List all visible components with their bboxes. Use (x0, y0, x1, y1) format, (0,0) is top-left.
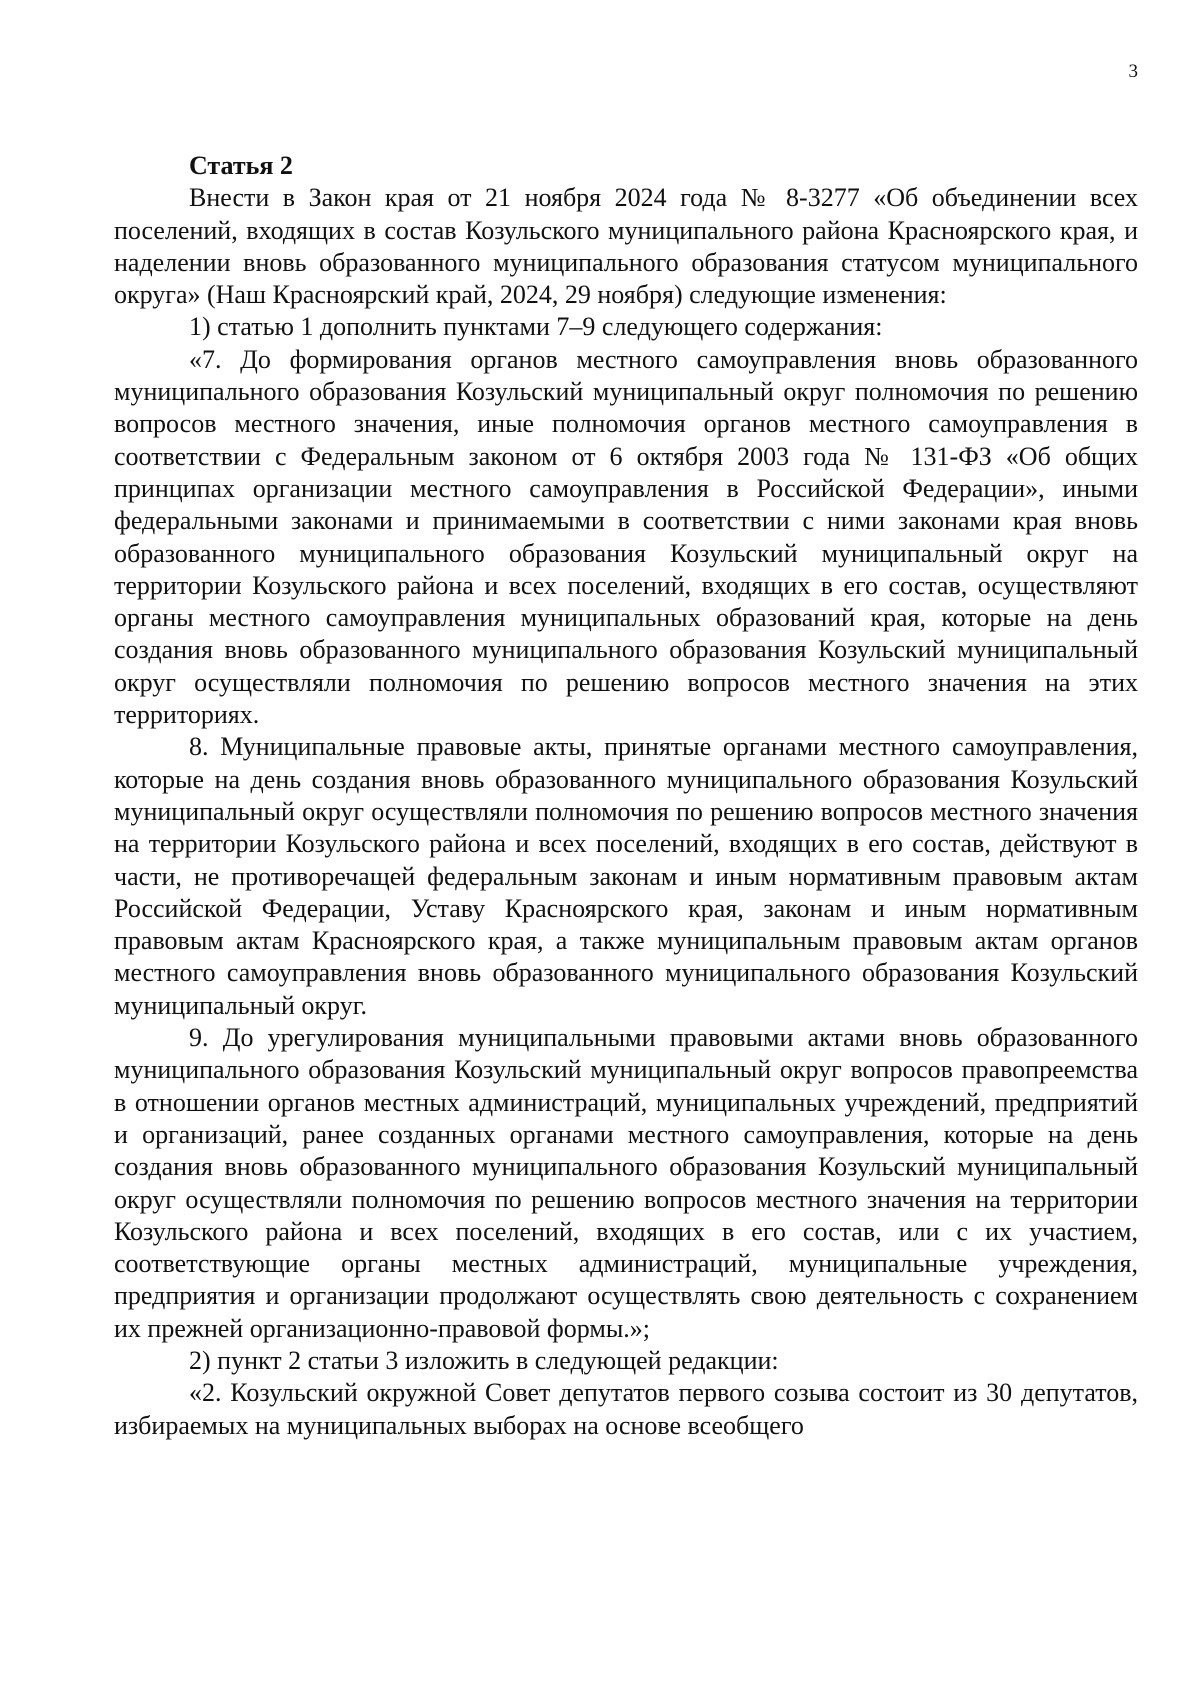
paragraph-intro: Внести в Закон края от 21 ноября 2024 года № 8-3277 «Об объединении всех поселений, входящих в состав Козульского муниципального района Красноярского края, и наделении вновь образованного муниципального образования статусом муниципального округа» (Наш Красноярский край, 2024, 29 ноября) следующие изменения: (114, 183, 1138, 310)
paragraph-item-8: 8. Муниципальные правовые акты, принятые органами местного самоуправления, которые на день создания вновь образованного муниципального образования Козульский муниципальный округ осуществляли полномочия по решению вопросов местного значения на территории Козульского района и всех поселений, входящих в его состав, действуют в части, не противоречащей федеральным законам и иным нормативным правовым актам Российской Федерации, Уставу Красноярского края, законам и иным нормативным правовым актам Красноярского края, а также муниципальным правовым актам органов местного самоуправления вновь образованного муниципального образования Козульский муниципальный округ. (114, 732, 1138, 1020)
paragraph-item-7: «7. До формирования органов местного самоуправления вновь образованного муниципального образования Козульский муниципальный округ полномочия по решению вопросов местного значения, иные полномочия органов местного самоуправления в соответствии с Федеральным законом от 6 октября 2003 года № 131-ФЗ «Об общих принципах организации местного самоуправления в Российской Федерации», иными федеральными законами и принимаемыми в соответствии с ними законами края вновь образованного муниципального образования Козульский муниципальный округ на территории Козульского района и всех поселений, входящих в его состав, осуществляют органы местного самоуправления муниципальных образований края, которые на день создания вновь образованного муниципального образования Козульский муниципальный округ осуществляли полномочия по решению вопросов местного значения на этих территориях. (114, 344, 1138, 730)
paragraph-amendment-2: 2) пункт 2 статьи 3 изложить в следующей редакции: (189, 1345, 779, 1375)
document-body (114, 150, 1138, 1442)
paragraph-item-9: 9. До урегулирования муниципальными правовыми актами вновь образованного муниципального образования Козульский муниципальный округ вопросов правопреемства в отношении органов местных администраций, муниципальных учреждений, предприятий и организаций, ранее созданных органами местного самоуправления, которые на день создания вновь образованного муниципального образования Козульский муниципальный округ осуществляли полномочия по решению вопросов местного значения на территории Козульского района и всех поселений, входящих в его состав, или с их участием, соответствующие органы местных администраций, муниципальные учреждения, предприятия и организации продолжают осуществлять свою деятельность с сохранением их прежней организационно-правовой формы.»; (114, 1023, 1138, 1343)
paragraph-item-2: «2. Козульский окружной Совет депутатов первого созыва состоит из 30 депутатов, избираемых на муниципальных выборах на основе всеобщего (114, 1378, 1138, 1440)
page-number: 3 (1128, 61, 1138, 82)
article-heading: Статья 2 (189, 151, 293, 180)
paragraph-amendment-1: 1) статью 1 дополнить пунктами 7–9 следующего содержания: (189, 312, 883, 342)
